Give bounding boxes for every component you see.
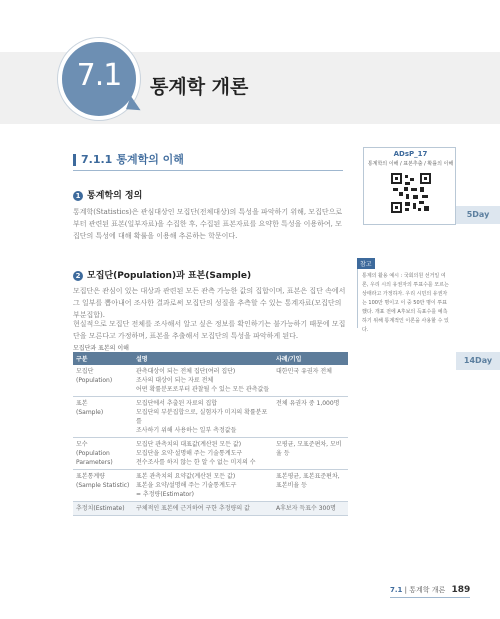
table-row [73,365,348,397]
chapter-number: 7.1 [76,58,122,93]
table-header-cell: 구분 [73,352,133,365]
population-sample-table [73,352,348,516]
table-cell: 전체 유권자 중 1,000명 [273,397,348,438]
table-header-row [73,352,348,365]
section-number: 7.1.1 [81,153,113,166]
subsection-1-heading [73,188,142,201]
table-cell: 모수 (Population Parameters) [73,438,133,470]
note-text: 통계의 활용 예시 : 국회의원 선거일 여론, 우리 시의 유권자의 투표수를 모르는 상태라고 가정하자. 우리 시민의 유권자는 100만 명이고 이 중 50만 명이 투표했다. 개표 전에 A후보의 득표수를 예측하기 위해 통계적인 이론을 사용할 수 있다. [362,273,449,333]
table-cell: 추정치(Estimate) [73,502,133,516]
qr-title: ADsP_17 [393,150,428,158]
section-title: 통계학의 이해 [116,153,184,166]
table-header-cell: 사례/기입 [273,352,348,365]
subsection-1-text: 통계학(Statistics)은 관심대상인 모집단(전체대상)의 특성을 파악하기 위해, 모집단으로부터 관련된 표본(일부자료)을 수집한 후, 수집된 표본자료를 요약한 특성을 이용하여, 모집단의 특성에 대해 확률을 이용해 추론하는 학문이다. [73,208,343,240]
table-cell: A후보자 득표수 300명 [273,502,348,516]
subsection-2-number: 2 [73,271,83,281]
footer-separator: | [404,586,407,594]
table-row [73,397,348,438]
subsection-2-title: 모집단(Population)과 표본(Sample) [87,271,252,281]
footer-label: 통계학 개론 [409,586,446,594]
qr-box [363,147,456,225]
table-cell: 모집단 (Population) [73,365,133,397]
subsection-2-text-1: 모집단은 관심이 있는 대상과 관련된 모든 관측 가능한 값의 집합이며, 표본은 집단 속에서 그 일부를 뽑아내어 조사한 결과로써 모집단의 성질을 추측할 수 있는 통계자료(모집단의 부분집합). [73,287,346,319]
table-caption: 모집단과 표본의 이해 [73,345,129,352]
table-row [73,502,348,516]
table-header-cell: 설명 [133,352,273,365]
section-rule [73,170,343,171]
table-cell: 표본 관측치의 요약값(계산된 모든 값) 표본을 요약/설명해 주는 기술통계도구 = 추정량(Estimator) [133,470,273,502]
page-footer [390,585,470,595]
table-row [73,438,348,470]
section-heading [73,154,184,166]
subsection-1-title: 통계학의 정의 [87,191,143,201]
chapter-title: 통계학 개론 [150,76,249,98]
table-cell: 모집단 관측치의 대표값(계산된 모든 값) 모집단을 요약·설명해 주는 기술통계도구 전수조사를 하지 않는 한 알 수 없는 미지의 수 [133,438,273,470]
subsection-2-text-2: 현실적으로 모집단 전체를 조사해서 알고 싶은 정보를 확인하기는 불가능하기 때문에 모집단을 모른다고 가정하며, 표본을 추출해서 모집단의 특성을 파악하게 된다. [73,320,346,340]
table-cell: 모집단에서 추출된 자료의 집합 모집단의 부분집합으로, 실험자가 미지의 확률분포를 조사하기 위해 사용하는 일부 측정값들 [133,397,273,438]
table-cell: 구체적인 표본에 근거하여 구한 추정량의 값 [133,502,273,516]
table-cell: 대한민국 유권자 전체 [273,365,348,397]
qr-code-icon[interactable] [391,173,431,213]
table-cell: 관측대상이 되는 전체 집단(여러 집단) 조사의 대상이 되는 자료 전체 어떤 확률분포로부터 관찰될 수 있는 모든 관측값들 [133,365,273,397]
day-tab-14day: 14Day [456,352,500,370]
subsection-1-number: 1 [73,191,83,201]
footer-rule [390,597,470,598]
subsection-2-heading [73,268,251,281]
note-tag: 참고 [357,258,375,269]
table-row [73,470,348,502]
table-cell: 표본 (Sample) [73,397,133,438]
table-cell: 표본통계량 (Sample Statistic) [73,470,133,502]
qr-subtitle: 통계학의 이해 / 표본추출 / 확률의 이해 [367,161,454,167]
page-number: 189 [451,585,471,595]
table-cell: 모평균, 모표준편차, 모비율 등 [273,438,348,470]
footer-section: 7.1 [390,586,403,594]
table-cell: 표본평균, 표본표준편차, 표본비율 등 [273,470,348,502]
day-tab-5day: 5Day [456,206,500,224]
